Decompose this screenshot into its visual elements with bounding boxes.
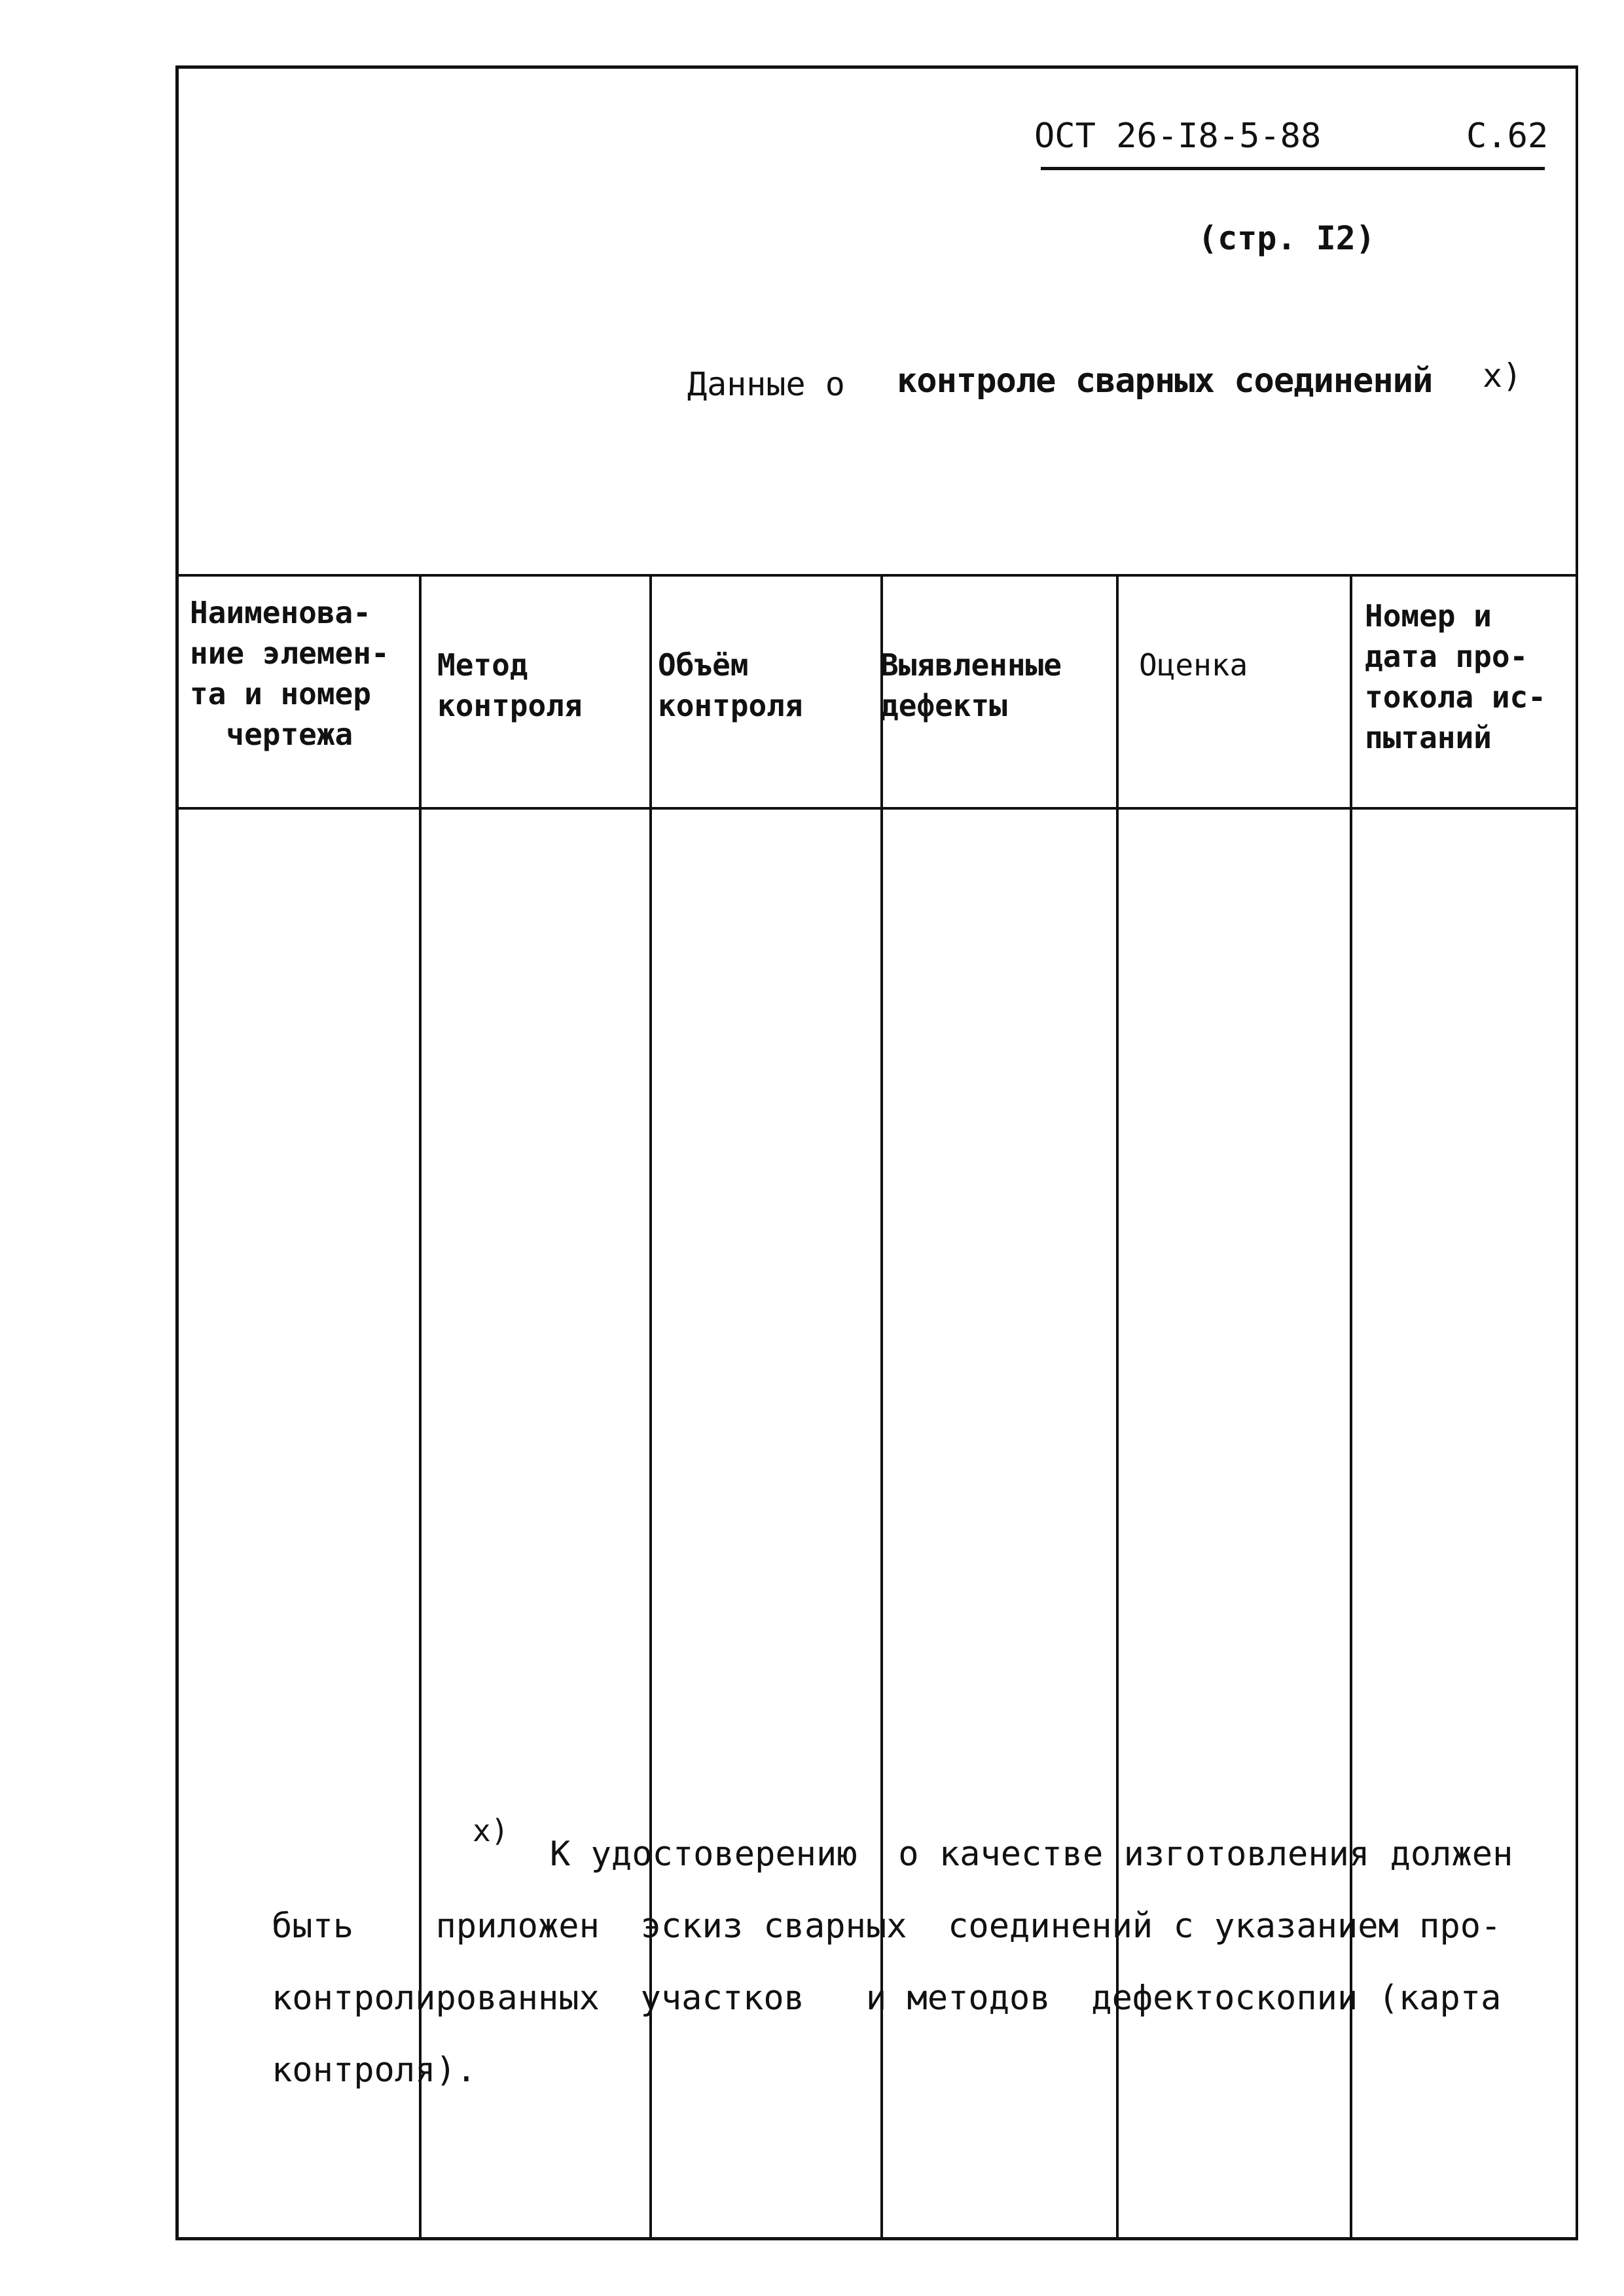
column-header-method: Метод контроля	[437, 647, 583, 723]
title-bold: контроле сварных соединений	[897, 361, 1433, 401]
title-plain: Данные о	[687, 365, 845, 403]
designation-underline	[1041, 167, 1545, 170]
footnote-line-4: контроля).	[272, 2051, 477, 2090]
page-number: С.62	[1466, 117, 1549, 156]
column-header-defects: Выявленные дефекты	[880, 647, 1062, 723]
column-header-protocol: Номер и дата про- токола ис- пытаний	[1365, 598, 1546, 755]
title-footnote-mark: x)	[1483, 357, 1523, 395]
table-top-rule	[175, 574, 1578, 577]
column-header-assessment: Оценка	[1139, 647, 1248, 683]
document-designation: ОСТ 26-I8-5-88	[1034, 117, 1322, 156]
footnote-line-3: контролированных участков и методов дефектоскопии (карта	[272, 1979, 1502, 2018]
column-header-element: Наименова- ние элемен- та и номер чертежа	[190, 595, 389, 752]
table-header-rule	[175, 807, 1578, 810]
footnote-line-1: К удостоверению о качестве изготовления должен	[550, 1835, 1513, 1874]
column-header-scope: Объём контроля	[658, 647, 803, 723]
sub-page-number: (стр. I2)	[1198, 219, 1375, 257]
footnote-mark: x)	[473, 1813, 509, 1848]
footnote-line-2: быть приложен эскиз сварных соединений с указанием про-	[272, 1907, 1502, 1946]
